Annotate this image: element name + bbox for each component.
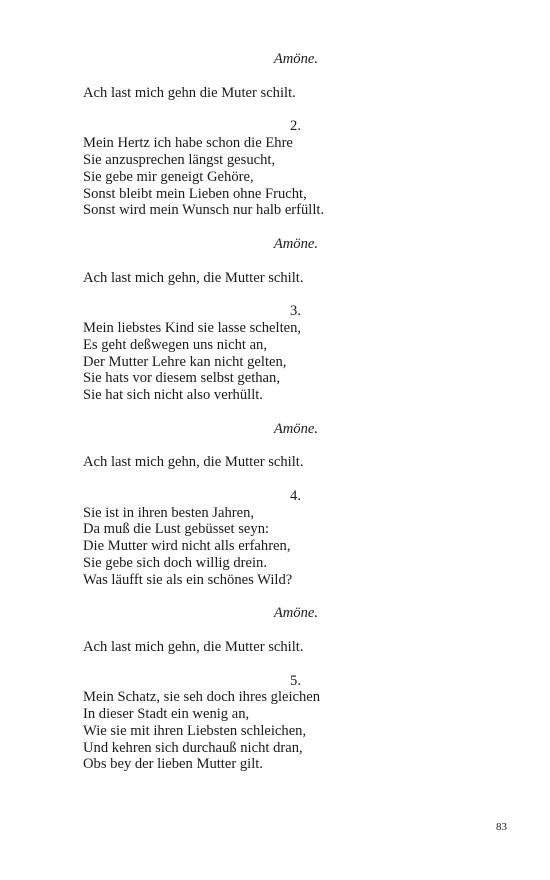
stanza-number: 3.	[290, 303, 301, 319]
verse-line: Sie gebe mir geneigt Gehöre,	[83, 169, 254, 185]
verse-line: Sonst bleibt mein Lieben ohne Frucht,	[83, 186, 307, 202]
speaker-label: Amöne.	[273, 421, 318, 437]
verse-line: Wie sie mit ihren Liebsten schleichen,	[83, 723, 307, 739]
refrain-line: Ach last mich gehn die Muter schilt.	[83, 85, 296, 101]
verse-line: Sie gebe sich doch willig drein.	[83, 555, 268, 571]
stanza-number: 5.	[290, 673, 301, 689]
page-number: 83	[496, 821, 507, 833]
stanza-number: 2.	[290, 118, 301, 134]
refrain-line: Ach last mich gehn, die Mutter schilt.	[83, 454, 304, 470]
refrain-line: Ach last mich gehn, die Mutter schilt.	[83, 270, 304, 286]
verse-line: Was läufft sie als ein schönes Wild?	[83, 572, 293, 588]
verse-line: Mein Schatz, sie seh doch ihres gleichen	[83, 689, 321, 705]
verse-line: In dieser Stadt ein wenig an,	[83, 706, 250, 722]
verse-line: Mein Hertz ich habe schon die Ehre	[83, 135, 293, 151]
verse-line: Da muß die Lust gebüsset seyn:	[83, 521, 270, 537]
verse-line: Die Mutter wird nicht alls erfahren,	[83, 538, 291, 554]
verse-line: Sie hat sich nicht also verhüllt.	[83, 387, 263, 403]
verse-line: Obs bey der lieben Mutter gilt.	[83, 756, 263, 772]
stanza-number: 4.	[290, 488, 301, 504]
verse-line: Sie ist in ihren besten Jahren,	[83, 505, 255, 521]
refrain-line: Ach last mich gehn, die Mutter schilt.	[83, 639, 304, 655]
speaker-label: Amöne.	[273, 605, 318, 621]
verse-line: Mein liebstes Kind sie lasse schelten,	[83, 320, 302, 336]
verse-line: Es geht deßwegen uns nicht an,	[83, 337, 267, 353]
verse-line: Sie hats vor diesem selbst gethan,	[83, 370, 280, 386]
verse-line: Und kehren sich durchauß nicht dran,	[83, 740, 303, 756]
speaker-label: Amöne.	[273, 236, 318, 252]
verse-line: Der Mutter Lehre kan nicht gelten,	[83, 354, 287, 370]
verse-line: Sonst wird mein Wunsch nur halb erfüllt.	[83, 202, 325, 218]
speaker-label: Amöne.	[273, 51, 318, 67]
verse-line: Sie anzusprechen längst gesucht,	[83, 152, 276, 168]
